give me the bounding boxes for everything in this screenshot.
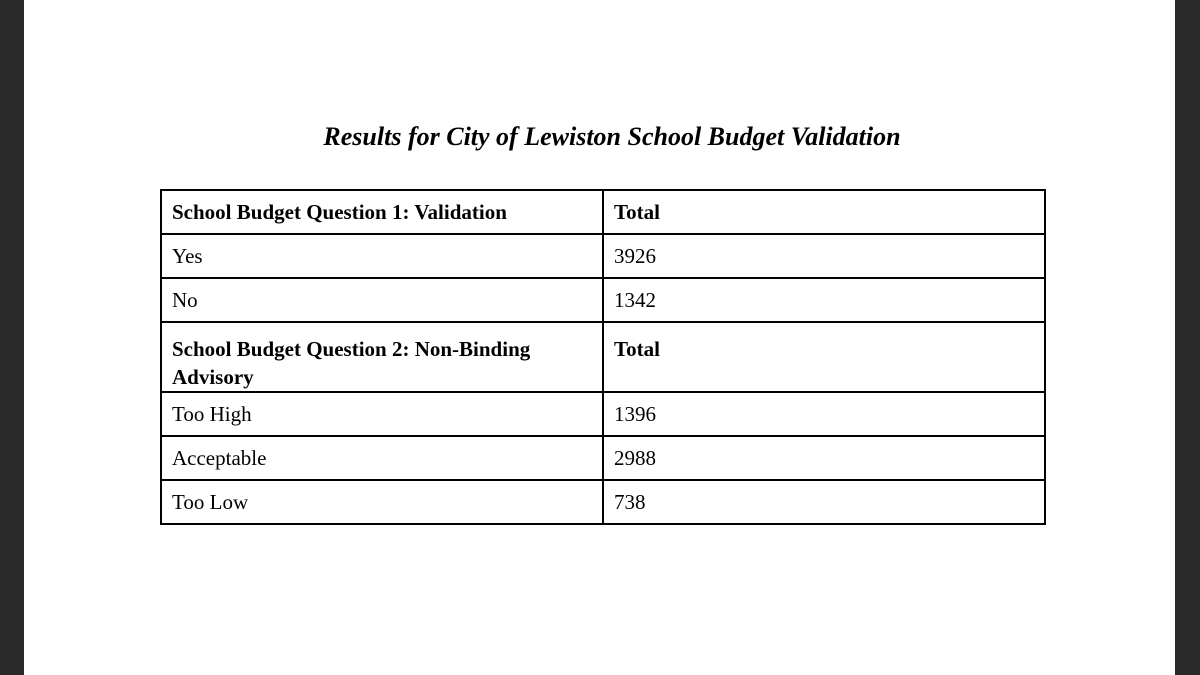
row-value: 738: [603, 480, 1045, 524]
row-label: No: [161, 278, 603, 322]
row-value: 2988: [603, 436, 1045, 480]
question2-total-header: Total: [603, 322, 1045, 392]
row-value: 1396: [603, 392, 1045, 436]
table-row: [161, 480, 1045, 524]
table-row: [161, 436, 1045, 480]
results-table: [160, 189, 1046, 525]
document-page: [24, 0, 1175, 675]
row-value: 3926: [603, 234, 1045, 278]
row-label: Yes: [161, 234, 603, 278]
question2-header: School Budget Question 2: Non-Binding Advisory: [161, 322, 603, 392]
question1-header: School Budget Question 1: Validation: [161, 190, 603, 234]
table-header-row-q1: [161, 190, 1045, 234]
document-title: Results for City of Lewiston School Budget Validation: [323, 122, 901, 151]
table-row: [161, 392, 1045, 436]
row-label: Too Low: [161, 480, 603, 524]
row-label: Too High: [161, 392, 603, 436]
table-header-row-q2: [161, 322, 1045, 392]
row-value: 1342: [603, 278, 1045, 322]
table-row: [161, 278, 1045, 322]
table-row: [161, 234, 1045, 278]
row-label: Acceptable: [161, 436, 603, 480]
question1-total-header: Total: [603, 190, 1045, 234]
